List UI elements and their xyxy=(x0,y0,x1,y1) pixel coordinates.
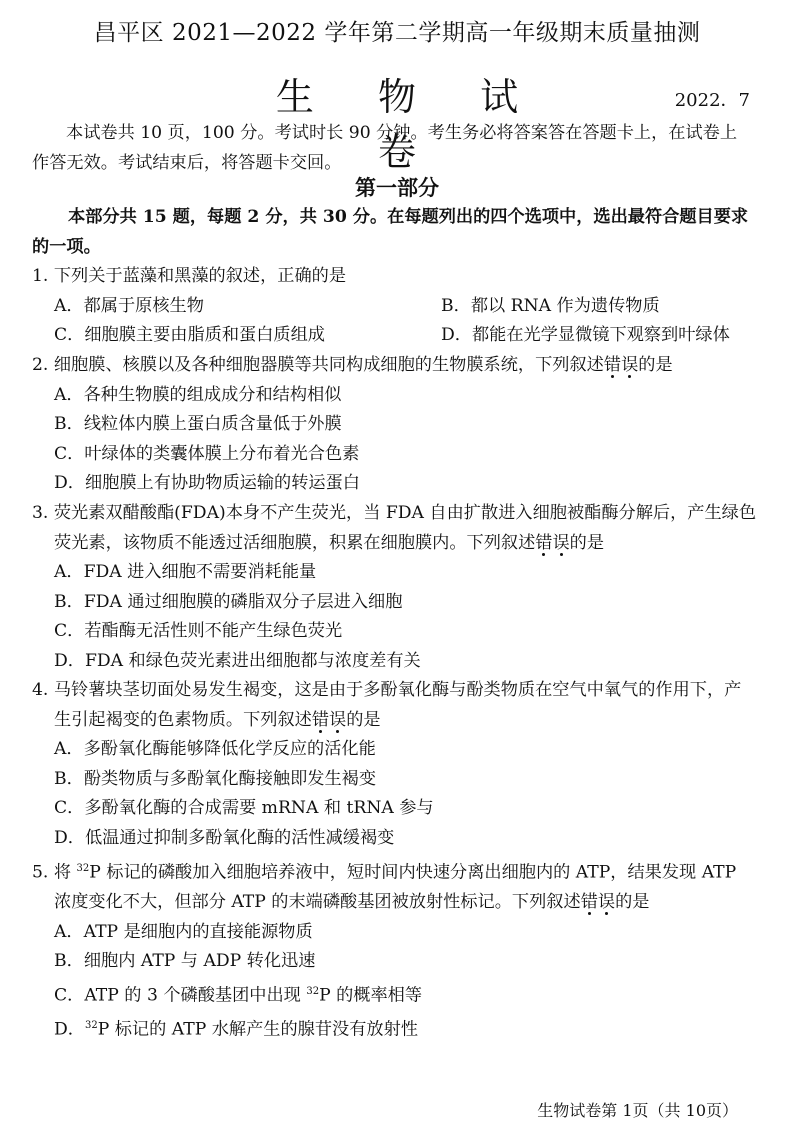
option-d: D．$^{32}$P 标记的 ATP 水解产生的腺苷没有放射性 xyxy=(54,1019,418,1040)
question-1 xyxy=(32,262,758,351)
option-row xyxy=(32,292,758,322)
question-stem: 2. 细胞膜、核膜以及各种细胞器膜等共同构成细胞的生物膜系统，下列叙述错误的是 xyxy=(32,355,673,375)
option-b: B．细胞内 ATP 与 ADP 转化迅速 xyxy=(54,951,316,972)
option-a: A．多酚氧化酶能够降低化学反应的活化能 xyxy=(54,739,376,759)
option-c: C．叶绿体的类囊体膜上分布着光合色素 xyxy=(54,443,360,464)
emphasis-char: 误 xyxy=(552,532,570,553)
intro-paragraph: 本试卷共 10 页，100 分。考试时长 90 分钟。考生务必将答案答在答题卡上，在试卷上作答无效。考试结束后，将答题卡交回。 xyxy=(32,123,738,173)
emphasis-char: 错 xyxy=(535,532,553,553)
option-a: A．都属于原核生物 xyxy=(54,295,204,316)
option-c: C．ATP 的 3 个磷酸基团中出现 $^{32}$P 的概率相等 xyxy=(54,985,423,1006)
emphasis-char: 误 xyxy=(597,892,616,913)
question-4 xyxy=(32,676,758,853)
option-d: D．FDA 和绿色荧光素进出细胞都与浓度差有关 xyxy=(54,650,421,671)
emphasis-char: 错 xyxy=(311,709,330,730)
option-row xyxy=(32,321,758,351)
question-5 xyxy=(32,854,758,1045)
option-c: C．若酯酶无活性则不能产生绿色荧光 xyxy=(54,621,343,641)
option-b: B．都以 RNA 作为遗传物质 xyxy=(441,295,660,316)
option-d: D．都能在光学显微镜下观察到叶绿体 xyxy=(441,325,730,345)
question-stem: 3. 荧光素双醋酸酯(FDA)本身不产生荧光，当 FDA 自由扩散进入细胞被酯酶分解后，产生绿色荧光素，该物质不能透过活细胞膜，积累在细胞膜内。下列叙述错误的是 xyxy=(32,503,757,553)
page-footer: 生物试卷第 1页（共 10页） xyxy=(537,1101,738,1120)
option-b: B．线粒体内膜上蛋白质含量低于外膜 xyxy=(54,414,342,434)
option-a: A．FDA 进入细胞不需要消耗能量 xyxy=(54,562,317,582)
exam-date: 2022．7 xyxy=(674,90,750,111)
emphasis-char: 错 xyxy=(580,892,598,913)
part-title: 第一部分 xyxy=(355,175,439,200)
question-stem: 4. 马铃薯块茎切面处易发生褐变，这是由于多酚氧化酶与酚类物质在空气中氧气的作用下，产生引起褐变的色素物质。下列叙述错误的是 xyxy=(32,680,742,730)
option-b: B．酚类物质与多酚氧化酶接触即发生褐变 xyxy=(54,768,377,789)
option-a: A．ATP 是细胞内的直接能源物质 xyxy=(54,921,313,942)
exam-title: 昌平区 2021—2022 学年第二学期高一年级期末质量抽测 xyxy=(93,20,701,46)
option-a: A．各种生物膜的组成成分和结构相似 xyxy=(54,384,342,405)
question-stem: 1. 下列关于蓝藻和黑藻的叙述，正确的是 xyxy=(32,266,347,286)
part-instructions: 本部分共 15 题，每题 2 分，共 30 分。在每题列出的四个选项中，选出最符合题目要求的一项。 xyxy=(32,207,749,257)
option-c: C．细胞膜主要由脂质和蛋白质组成 xyxy=(54,325,325,345)
question-stem: 5. 将 $^{32}$P 标记的磷酸加入细胞培养液中，短时间内快速分离出细胞内的 ATP，结果发现 ATP 浓度变化不大，但部分 ATP 的末端磷酸基团被放射性标记。下列叙述错误的是 xyxy=(32,862,737,913)
option-d: D．低温通过抑制多酚氧化酶的活性减缓褐变 xyxy=(54,827,395,848)
question-3 xyxy=(32,499,758,676)
emphasis-char: 错 xyxy=(603,355,622,375)
option-d: D．细胞膜上有协助物质运输的转运蛋白 xyxy=(54,473,360,493)
subject-title: 生 物 试 卷 xyxy=(275,75,545,174)
emphasis-char: 误 xyxy=(621,355,639,375)
option-c: C．多酚氧化酶的合成需要 mRNA 和 tRNA 参与 xyxy=(54,798,434,818)
question-2 xyxy=(32,351,758,499)
emphasis-char: 误 xyxy=(329,709,347,730)
option-b: B．FDA 通过细胞膜的磷脂双分子层进入细胞 xyxy=(54,591,403,612)
